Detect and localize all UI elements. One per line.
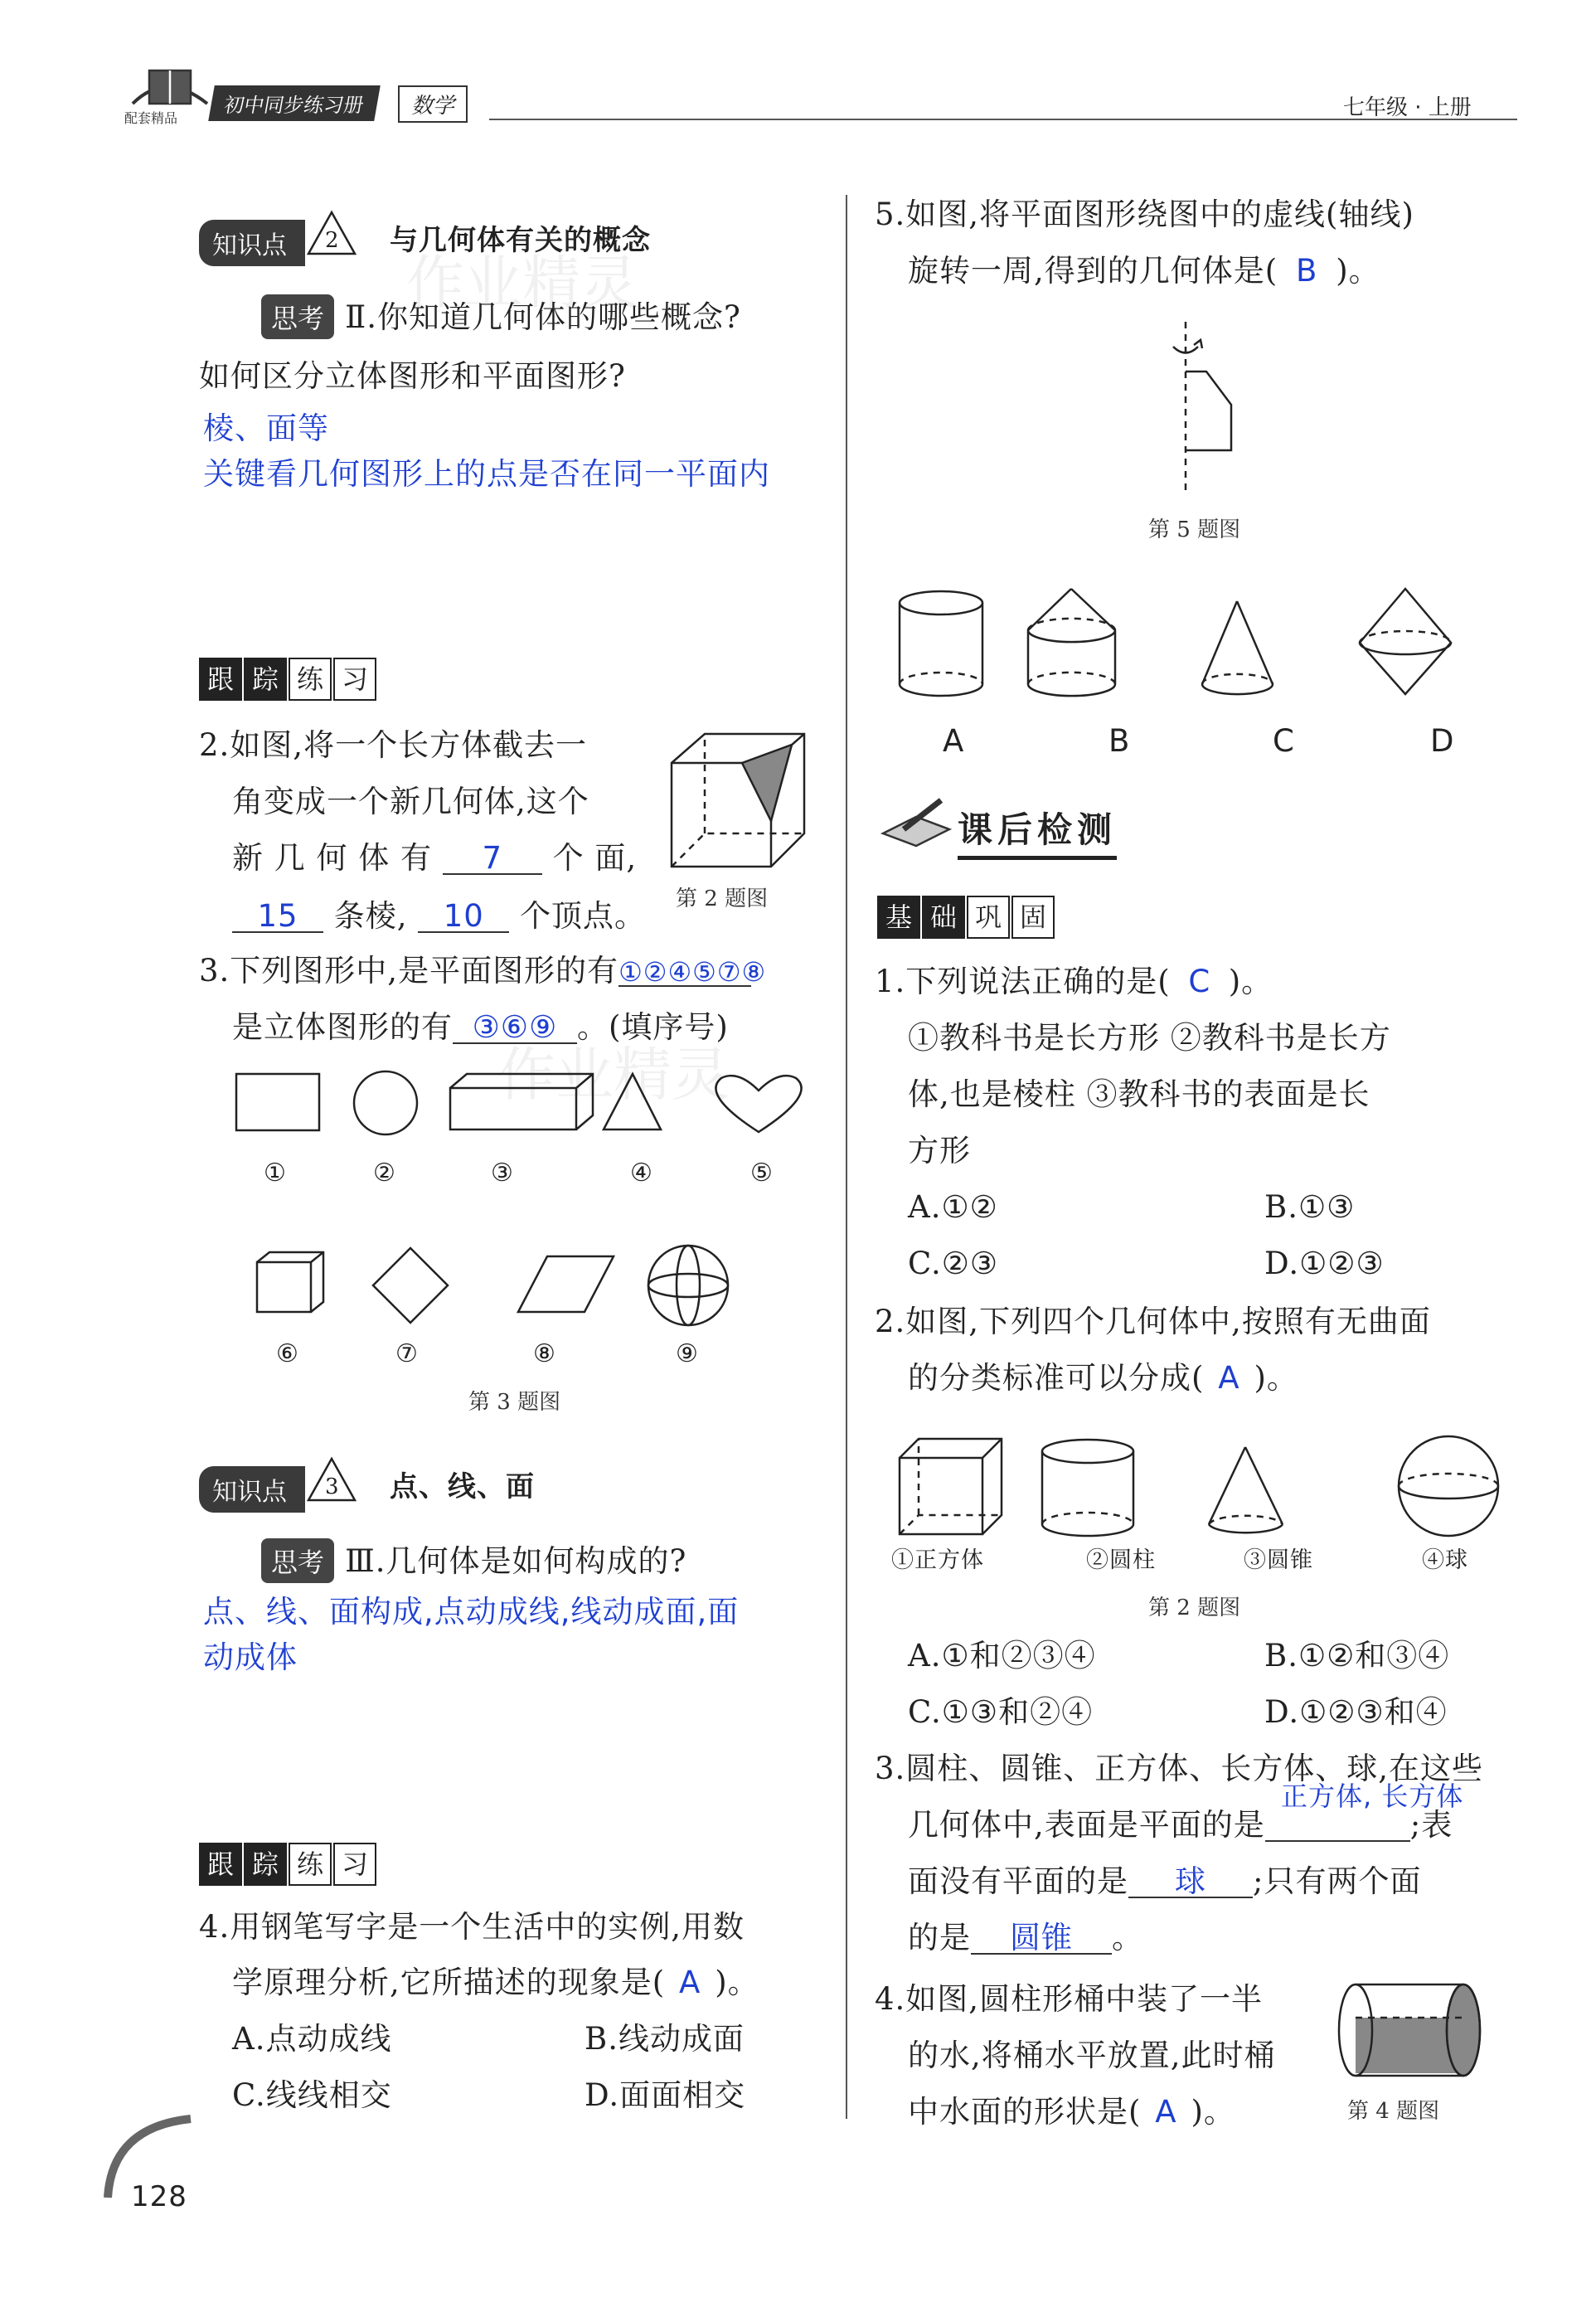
logo-text: 配套精品 — [124, 110, 178, 126]
r2-line: 的分类标准可以分成( A )。 — [908, 1360, 1298, 1396]
watermark: 作业精灵 — [406, 249, 638, 317]
tag-char: 础 — [922, 896, 965, 939]
q2-line: 2.如图,将一个长方体截去一 — [199, 727, 588, 763]
r2-line: 2.如图,下列四个几何体中,按照有无曲面 — [875, 1304, 1431, 1339]
q4-line: 学原理分析,它所描述的现象是( A )。 — [232, 1965, 759, 2000]
header — [108, 62, 1517, 129]
option: B.①③ — [1264, 1189, 1356, 1225]
tag-char: 习 — [333, 1843, 376, 1886]
option: C.线线相交 — [232, 2077, 392, 2113]
shapes-row-2 — [249, 1244, 746, 1327]
answer-edges: 15 — [232, 901, 323, 933]
pen-book-icon — [879, 796, 953, 854]
tag-char: 跟 — [199, 1843, 242, 1886]
kp-num: 2 — [325, 228, 340, 253]
tag-char: 基 — [877, 896, 920, 939]
answer-curved: 球 — [1128, 1866, 1253, 1898]
option: B.线动成面 — [585, 2021, 745, 2057]
think-question: Ⅲ.几何体是如何构成的? — [345, 1543, 687, 1579]
answer: A — [1218, 1360, 1240, 1396]
answer-text: 棱、面等 — [203, 410, 329, 446]
shape-label: ② — [373, 1159, 396, 1188]
option: B.①②和③④ — [1264, 1638, 1450, 1673]
figure-caption: 第 4 题图 — [1347, 2099, 1440, 2124]
solid-label: ③圆锥 — [1244, 1547, 1313, 1573]
kp-label: 知识点 — [199, 220, 305, 266]
option: C.①③和②④ — [908, 1694, 1094, 1730]
answer: B — [1296, 253, 1318, 289]
shape-label: ⑧ — [533, 1339, 556, 1368]
kp-num: 3 — [325, 1474, 340, 1499]
shape-label: ③ — [491, 1159, 514, 1188]
option: D.面面相交 — [585, 2077, 746, 2113]
figure-caption: 第 2 题图 — [676, 887, 769, 911]
barrel-figure — [1335, 1978, 1484, 2086]
book-title: 初中同步练习册 — [208, 85, 381, 121]
think-question: Ⅱ.你知道几何体的哪些概念? — [345, 299, 741, 335]
q2-line: 15 条棱, 10 个顶点。 — [232, 901, 646, 933]
r3-line: 3.圆柱、圆锥、正方体、长方体、球,在这些 — [875, 1751, 1484, 1786]
knowledge-point-3 — [199, 1466, 535, 1513]
q2-line: 角变成一个新几何体,这个 — [232, 784, 589, 819]
tag-char: 跟 — [199, 658, 242, 701]
option: D.①②③ — [1264, 1246, 1385, 1281]
shape-label: ④ — [630, 1159, 653, 1188]
tag-char: 固 — [1011, 896, 1055, 939]
option: D.①②③和④ — [1264, 1694, 1448, 1730]
tag-char: 练 — [289, 658, 332, 701]
option-label: D — [1430, 723, 1455, 759]
think-label: 思考 — [261, 294, 334, 339]
solid-label: ②圆柱 — [1086, 1547, 1156, 1573]
watermark: 作业精灵 — [497, 1041, 730, 1109]
tag-char: 踪 — [244, 658, 287, 701]
q5-line: 旋转一周,得到的几何体是( B )。 — [908, 253, 1380, 289]
column-divider — [846, 195, 847, 2119]
cut-cube-figure — [667, 730, 808, 875]
section-title: 课后检测 — [958, 803, 1117, 860]
answer-text: 动成体 — [203, 1639, 298, 1675]
r3-line: 面没有平面的是 球 ;只有两个面 — [908, 1863, 1422, 1899]
solid-label: ①正方体 — [891, 1547, 984, 1573]
r1-line: 1.下列说法正确的是( C )。 — [875, 964, 1273, 999]
answer-plane: ①②④⑤⑦⑧ — [619, 956, 767, 988]
option-label: B — [1108, 723, 1131, 759]
think-2 — [261, 294, 741, 339]
shape-label: ⑤ — [750, 1159, 774, 1188]
tag-char: 习 — [333, 658, 376, 701]
think-3 — [261, 1538, 686, 1583]
practice-tag — [199, 658, 378, 701]
r3-line: 几何体中,表面是平面的是 ;表 — [908, 1807, 1453, 1843]
figure-caption: 第 3 题图 — [468, 1390, 561, 1415]
tag-char: 练 — [289, 1843, 332, 1886]
r4-line: 4.如图,圆柱形桶中装了一半 — [875, 1981, 1264, 2017]
r1-line: 体,也是棱柱 ③教科书的表面是长 — [908, 1076, 1370, 1112]
answer: A — [679, 1965, 701, 2000]
tag-char: 踪 — [244, 1843, 287, 1886]
answer-vertices: 10 — [418, 901, 509, 933]
answer-two-faces: 圆锥 — [971, 1922, 1112, 1955]
shape-label: ⑨ — [676, 1339, 699, 1368]
option: A.①和②③④ — [908, 1638, 1096, 1673]
q2-line: 新 几 何 体 有 7 个 面, — [232, 840, 638, 876]
q5-options-figures — [895, 585, 1509, 701]
kp-title: 与几何体有关的概念 — [390, 224, 651, 257]
figure-caption: 第 5 题图 — [1148, 517, 1241, 542]
solid-label: ④球 — [1422, 1547, 1468, 1573]
q5-line: 5.如图,将平面图形绕图中的虚线(轴线) — [875, 197, 1414, 232]
q4-line: 4.用钢笔写字是一个生活中的实例,用数 — [199, 1909, 745, 1945]
answer: C — [1188, 964, 1211, 999]
option: A.点动成线 — [232, 2021, 392, 2057]
r3-line: 的是 圆锥 。 — [908, 1920, 1143, 1955]
shape-label: ⑥ — [276, 1339, 299, 1368]
answer-solid: ③⑥⑨ — [453, 1012, 577, 1044]
think-question-2: 如何区分立体图形和平面图形? — [199, 358, 626, 394]
q3-line: 3.下列图形中,是平面图形的有①②④⑤⑦⑧ — [199, 953, 767, 989]
knowledge-point-2 — [199, 220, 651, 266]
shapes-row-1 — [232, 1070, 813, 1153]
page-number: 128 — [131, 2180, 187, 2213]
practice-tag — [199, 1843, 378, 1886]
answer-faces: 7 — [443, 843, 542, 875]
grade: 七年级 · 上册 — [1343, 95, 1472, 120]
subject: 数学 — [398, 85, 468, 123]
figure-caption: 第 2 题图 — [1148, 1596, 1241, 1620]
r4-line: 的水,将桶水平放置,此时桶 — [908, 2038, 1276, 2073]
basic-tag — [877, 896, 1056, 939]
option: A.①② — [908, 1189, 998, 1225]
answer-text: 关键看几何图形上的点是否在同一平面内 — [203, 456, 770, 492]
shape-label: ⑦ — [395, 1339, 419, 1368]
tag-char: 巩 — [967, 896, 1010, 939]
option: C.②③ — [908, 1246, 999, 1281]
answer: A — [1155, 2094, 1177, 2130]
kp-label: 知识点 — [199, 1466, 305, 1513]
r4-line: 中水面的形状是( A )。 — [908, 2094, 1235, 2130]
r2-solids-figure — [895, 1435, 1509, 1542]
section-header — [879, 796, 1177, 854]
answer-flat: 正方体, 长方体 — [1281, 1780, 1464, 1812]
rotation-figure — [1161, 313, 1252, 500]
answer-text: 点、线、面构成,点动成线,线动成面,面 — [203, 1594, 740, 1630]
q3-line: 是立体图形的有 ③⑥⑨ 。(填序号) — [232, 1009, 729, 1045]
option-label: A — [943, 723, 965, 759]
option-label: C — [1273, 723, 1295, 759]
think-label: 思考 — [261, 1538, 334, 1583]
shape-label: ① — [264, 1159, 287, 1188]
r1-line: ①教科书是长方形 ②教科书是长方 — [908, 1020, 1391, 1056]
r1-line: 方形 — [908, 1133, 971, 1168]
kp-title: 点、线、面 — [390, 1470, 535, 1503]
